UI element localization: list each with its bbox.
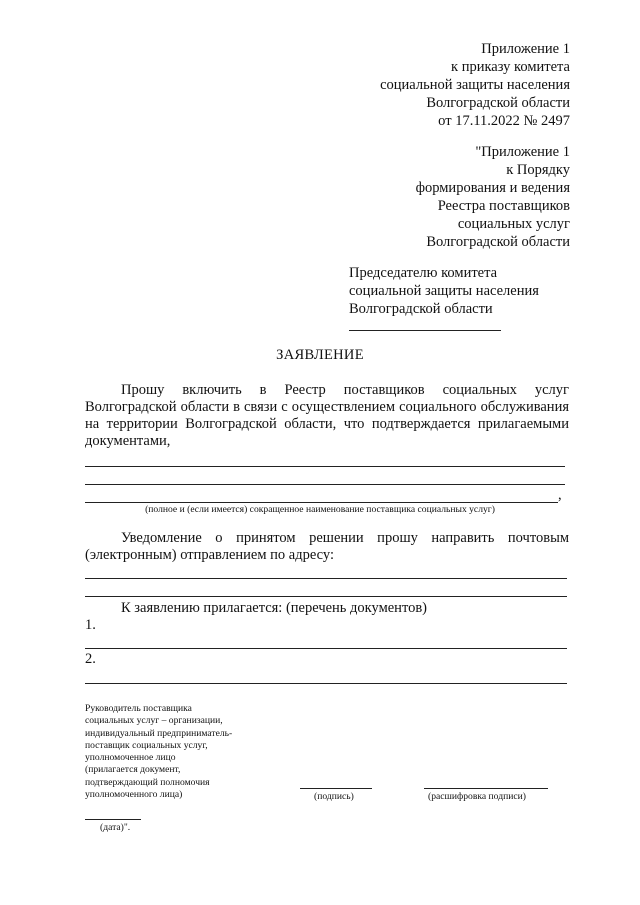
date-caption: (дата)". [100,822,131,833]
addressee-line: социальной защиты населения [349,283,539,299]
procedure-header-line: Волгоградской области [426,234,570,250]
appendix-header-line: к приказу комитета [451,59,570,75]
date-line[interactable] [85,819,141,820]
appendix-header-line: социальной защиты населения [380,77,570,93]
procedure-header-line: "Приложение 1 [475,144,570,160]
supplier-name-line-1[interactable] [85,466,565,467]
appendix-header-line: от 17.11.2022 № 2497 [438,113,570,129]
signatory-role-line: поставщик социальных услуг, [85,739,208,751]
signatory-role-line: социальных услуг – организации, [85,715,223,727]
addressee-block [349,264,539,318]
signatory-role-line: Руководитель поставщика [85,703,192,714]
supplier-name-line-2[interactable] [85,484,565,485]
attachment-item-1-number: 1. [85,617,96,633]
attachment-item-2-line[interactable] [85,683,567,684]
addressee-line: Председателю комитета [349,265,498,281]
appendix-header-line: Приложение 1 [481,41,570,57]
attachment-item-1-line[interactable] [85,648,567,649]
signatory-role-line: индивидуальный предприниматель- [85,727,233,739]
supplier-caption: (полное и (если имеется) сокращенное наименование поставщика социальных услуг) [145,504,495,515]
procedure-header [416,143,570,251]
procedure-header-line: Реестра поставщиков [437,198,570,214]
request-paragraph: Прошу включить в Реестр поставщиков социальных услуг Волгоградской области в связи с осуществлением социального обслуживания на территории Волгоградской области, что подтверждается прилагаемыми документами, [85,382,569,449]
addressee-line: Волгоградской области [349,301,493,317]
signatory-role-line: уполномоченное лицо [85,752,176,764]
addressee-name-line[interactable] [349,330,501,331]
address-line-1[interactable] [85,578,567,579]
signatory-role-line: уполномоченного лица) [85,789,183,801]
signatory-role-line: (прилагается документ, [85,764,181,776]
document-title: ЗАЯВЛЕНИЕ [276,347,364,363]
signature-decode-line[interactable] [424,788,548,789]
appendix-header-line: Волгоградской области [426,95,570,111]
procedure-header-line: социальных услуг [457,216,570,232]
procedure-header-line: формирования и ведения [415,180,570,196]
supplier-name-line-3[interactable] [85,502,558,503]
attachments-heading: К заявлению прилагается: (перечень документов) [121,600,428,616]
signature-caption: (подпись) [314,791,354,802]
signature-line[interactable] [300,788,372,789]
signatory-role-line: подтверждающий полномочия [85,776,210,788]
attachment-item-2-number: 2. [85,651,96,667]
notice-paragraph: Уведомление о принятом решении прошу направить почтовым (электронным) отправлением по адресу: [85,530,569,563]
appendix-header [380,40,570,130]
supplier-line-comma: , [558,487,562,503]
signature-decode-caption: (расшифровка подписи) [428,791,526,802]
procedure-header-line: к Порядку [506,162,570,178]
signatory-role-block [85,703,285,801]
address-line-2[interactable] [85,596,567,597]
